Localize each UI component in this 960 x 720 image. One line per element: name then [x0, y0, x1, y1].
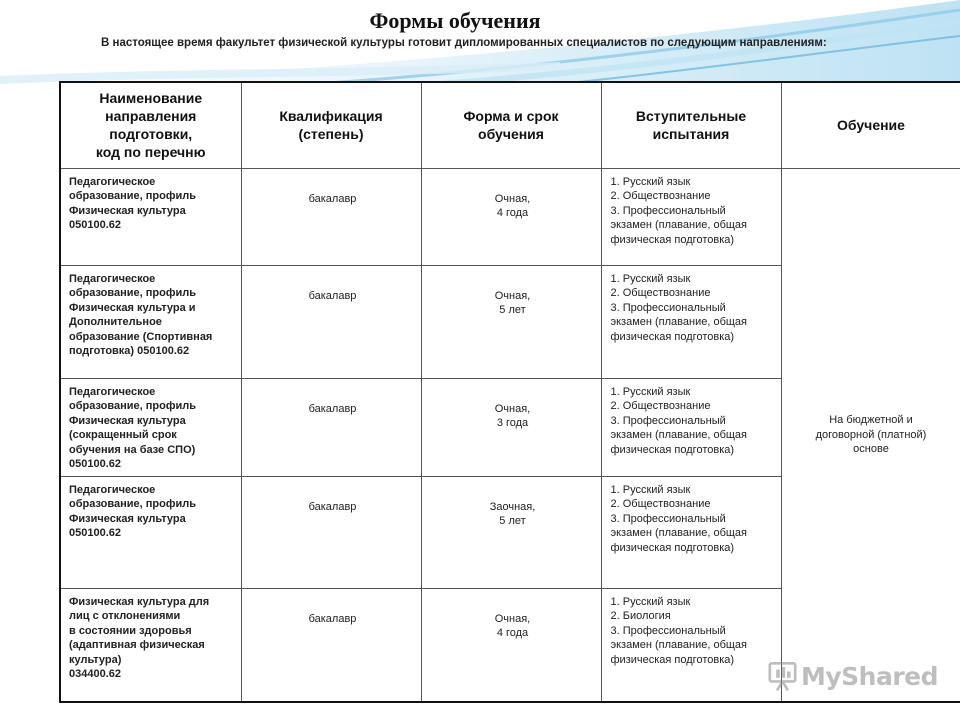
- cell-direction-line: культура): [69, 653, 122, 666]
- cell-form-line: Очная,: [494, 192, 531, 205]
- cell-exams-line: физическая подготовка): [610, 443, 735, 456]
- cell-direction-line: образование, профиль: [69, 190, 196, 202]
- column-header-line: обучения: [478, 126, 544, 143]
- cell-form-line: 3 года: [496, 417, 529, 429]
- cell-form-line: Очная,: [494, 612, 531, 625]
- cell-form-line: Очная,: [494, 402, 531, 415]
- page-subtitle: В настоящее время факультет физической культуры готовит дипломированных специалистов по следующим направлениям:: [101, 37, 827, 49]
- cell-exams-line: 2. Обществознание: [610, 287, 711, 299]
- myshared-watermark: [768, 654, 938, 698]
- cell-study-line: договорной (платной): [815, 428, 927, 441]
- cell-exams-line: физическая подготовка): [610, 541, 735, 554]
- cell-direction-line: (сокращенный срок: [69, 429, 177, 441]
- cell-exams-line: 3. Профессиональный: [610, 512, 726, 525]
- cell-direction-line: Педагогическое: [69, 175, 156, 188]
- column-header-qualification: [241, 82, 421, 168]
- cell-direction-line: 050100.62: [69, 219, 121, 231]
- column-header-line: подготовки,: [109, 126, 193, 143]
- cell-exams-line: 3. Профессиональный: [610, 204, 726, 217]
- cell-direction: [60, 265, 241, 378]
- cell-exams-line: 2. Обществознание: [610, 400, 711, 412]
- cell-exams-line: 1. Русский язык: [610, 175, 691, 188]
- cell-direction-line: 034400.62: [69, 668, 121, 680]
- table-header-row: [60, 82, 960, 168]
- column-header-direction: [60, 82, 241, 168]
- column-header-line: испытания: [652, 126, 730, 143]
- column-header-line: направления: [105, 108, 197, 125]
- cell-form: [421, 378, 601, 476]
- cell-direction-line: образование, профиль: [69, 287, 196, 299]
- cell-exams: [601, 265, 781, 378]
- cell-study-line: На бюджетной и: [829, 414, 913, 426]
- column-header-line: Наименование: [99, 90, 203, 107]
- cell-exams-line: 3. Профессиональный: [610, 414, 726, 427]
- cell-study-basis: [781, 168, 960, 702]
- page-title: Формы обучения: [369, 8, 541, 33]
- cell-direction-line: Физическая культура для: [69, 595, 210, 608]
- cell-exams-line: экзамен (плавание, общая: [610, 639, 748, 651]
- cell-direction-line: образование (Спортивная: [69, 330, 213, 343]
- cell-qualification: бакалавр: [241, 588, 421, 702]
- cell-exams-line: 2. Биология: [610, 610, 671, 622]
- cell-direction-line: в состоянии здоровья: [69, 624, 192, 637]
- cell-direction: [60, 168, 241, 265]
- cell-direction-line: лиц с отклонениями: [69, 610, 181, 622]
- cell-form: [421, 168, 601, 265]
- cell-direction-line: подготовка) 050100.62: [69, 345, 190, 357]
- cell-direction-line: образование, профиль: [69, 498, 196, 510]
- cell-form-line: 5 лет: [499, 515, 526, 527]
- cell-exams-line: экзамен (плавание, общая: [610, 219, 748, 231]
- column-header-line: Форма и срок: [463, 108, 559, 125]
- column-header-study: [781, 82, 960, 168]
- cell-direction-line: Педагогическое: [69, 483, 156, 496]
- column-header-line: Вступительные: [635, 108, 747, 125]
- cell-exams-line: экзамен (плавание, общая: [610, 316, 748, 328]
- table-row: [60, 168, 960, 265]
- column-header-exams: [601, 82, 781, 168]
- cell-direction-line: (адаптивная физическая: [69, 639, 205, 651]
- cell-exams-line: 1. Русский язык: [610, 595, 691, 608]
- cell-form-line: 4 года: [496, 207, 529, 219]
- cell-form: [421, 588, 601, 702]
- cell-direction-line: Педагогическое: [69, 385, 156, 398]
- cell-direction-line: Физическая культура: [69, 204, 186, 217]
- cell-exams-line: физическая подготовка): [610, 330, 735, 343]
- cell-exams-line: физическая подготовка): [610, 233, 735, 246]
- cell-form: [421, 265, 601, 378]
- column-header-line: (степень): [298, 126, 364, 143]
- presentation-board-icon: [768, 659, 797, 693]
- cell-direction-line: Физическая культура и: [69, 301, 196, 314]
- cell-exams-line: экзамен (плавание, общая: [610, 527, 748, 539]
- cell-exams: [601, 476, 781, 588]
- cell-direction: [60, 588, 241, 702]
- cell-form-line: 4 года: [496, 627, 529, 639]
- cell-exams-line: 1. Русский язык: [610, 385, 691, 398]
- cell-exams: [601, 378, 781, 476]
- cell-exams: [601, 168, 781, 265]
- cell-study-line: основе: [853, 443, 889, 455]
- column-header-line: Квалификация: [279, 108, 383, 125]
- cell-exams-line: 2. Обществознание: [610, 498, 711, 510]
- cell-form-line: 5 лет: [499, 304, 526, 316]
- column-header-line: код по перечню: [95, 144, 206, 161]
- cell-direction-line: Педагогическое: [69, 272, 156, 285]
- cell-direction-line: образование, профиль: [69, 400, 196, 412]
- column-header-form: [421, 82, 601, 168]
- cell-exams-line: 2. Обществознание: [610, 190, 711, 202]
- watermark-text: MyShared: [800, 661, 938, 691]
- column-header-line: Обучение: [837, 117, 905, 134]
- cell-form-line: Заочная,: [489, 500, 536, 513]
- cell-qualification: бакалавр: [241, 476, 421, 588]
- cell-qualification: бакалавр: [241, 168, 421, 265]
- cell-exams-line: 3. Профессиональный: [610, 301, 726, 314]
- cell-exams-line: физическая подготовка): [610, 653, 735, 666]
- cell-direction-line: 050100.62: [69, 458, 121, 470]
- cell-exams-line: 3. Профессиональный: [610, 624, 726, 637]
- cell-exams-line: экзамен (плавание, общая: [610, 429, 748, 441]
- cell-qualification: бакалавр: [241, 265, 421, 378]
- cell-direction-line: Физическая культура: [69, 512, 186, 525]
- cell-qualification: бакалавр: [241, 378, 421, 476]
- cell-exams: [601, 588, 781, 702]
- cell-direction-line: Физическая культура: [69, 414, 186, 427]
- cell-form: [421, 476, 601, 588]
- cell-direction-line: обучения на базе СПО): [69, 443, 196, 456]
- cell-direction: [60, 378, 241, 476]
- cell-direction-line: 050100.62: [69, 527, 121, 539]
- cell-form-line: Очная,: [494, 289, 531, 302]
- cell-direction-line: Дополнительное: [69, 316, 162, 328]
- training-forms-table: [59, 81, 960, 703]
- cell-direction: [60, 476, 241, 588]
- cell-exams-line: 1. Русский язык: [610, 272, 691, 285]
- cell-exams-line: 1. Русский язык: [610, 483, 691, 496]
